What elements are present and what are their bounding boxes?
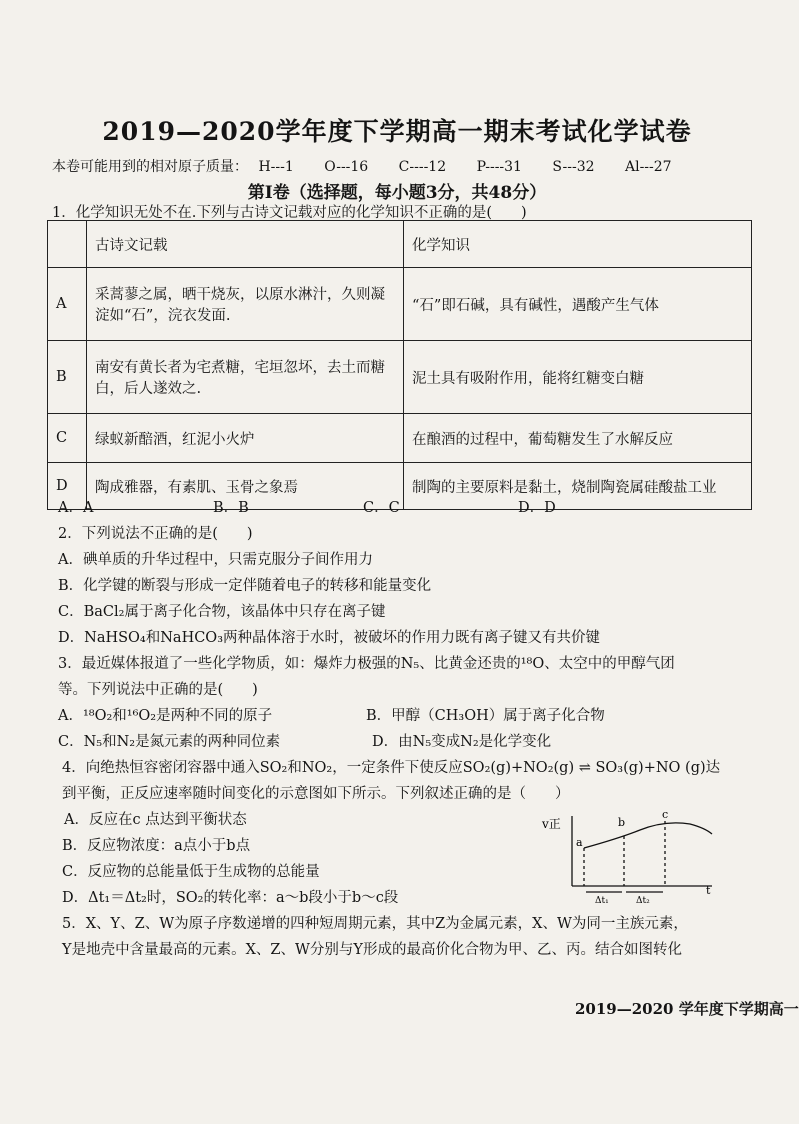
q2-option-a: A．碘单质的升华过程中，只需克服分子间作用力	[58, 552, 373, 568]
q4-option-c: C．反应物的总能量低于生成物的总能量	[62, 864, 320, 880]
mass-item: P----31	[476, 159, 522, 175]
q2-option-d: D．NaHSO₄和NaHCO₃两种晶体溶于水时，被破坏的作用力既有离子键又有共价键	[58, 630, 601, 646]
table-header-row	[48, 221, 752, 268]
q4-option-a: A．反应在c 点达到平衡状态	[64, 812, 247, 828]
q4-option-d: D．Δt₁＝Δt₂时，SO₂的转化率：a～b段小于b～c段	[62, 890, 399, 906]
row-label: B	[48, 341, 87, 414]
q4-stem-line2: 到平衡，正反应速率随时间变化的示意图如下所示。下列叙述正确的是（ ）	[62, 786, 570, 802]
row-label: C	[48, 414, 87, 463]
masses-intro: 本卷可能用到的相对原子质量：	[52, 159, 248, 175]
option-a: A．A	[58, 500, 94, 516]
y-axis-label: v正	[542, 817, 561, 831]
poem-cell: 绿蚁新醅酒，红泥小火炉	[87, 414, 404, 463]
q3-option-a: A．¹⁸O₂和¹⁶O₂是两种不同的原子	[58, 708, 273, 724]
q3-stem-line1: 3．最近媒体报道了一些化学物质，如：爆炸力极强的N₅、比黄金还贵的¹⁸O、太空中的甲醇气团	[58, 656, 675, 672]
rate-curve	[584, 823, 712, 848]
table-header: 古诗文记载	[87, 221, 404, 268]
q2-option-c: C．BaCl₂属于离子化合物，该晶体中只存在离子键	[58, 604, 386, 620]
table-row	[48, 341, 752, 414]
option-c: C．C	[363, 500, 400, 516]
q3-option-b: B．甲醇（CH₃OH）属于离子化合物	[366, 708, 605, 724]
q5-line1: 5．X、Y、Z、W为原子序数递增的四种短周期元素，其中Z为金属元素，X、W为同一主族元素，	[62, 916, 688, 932]
knowledge-cell: 在酿酒的过程中，葡萄糖发生了水解反应	[404, 414, 752, 463]
atomic-masses	[52, 156, 772, 176]
section-heading: 第Ⅰ卷（选择题，每小题3分，共48分）	[247, 183, 547, 203]
exam-title: 2019—2020学年度下学期高一期末考试化学试卷	[102, 117, 692, 146]
page-footer: 2019—2020 学年度下学期高一	[575, 1000, 799, 1018]
q1-table	[47, 220, 752, 510]
row-label: A	[48, 268, 87, 341]
mass-item: O---16	[324, 159, 369, 175]
rate-time-graph	[540, 808, 720, 906]
q4-stem-line1: 4．向绝热恒容密闭容器中通入SO₂和NO₂，一定条件下使反应SO₂(g)+NO₂(g) ⇌ SO₃(g)+NO (g)达	[62, 760, 721, 776]
q3-option-c: C．N₅和N₂是氮元素的两种同位素	[58, 734, 281, 750]
q1-stem: 1．化学知识无处不在.下列与古诗文记载对应的化学知识不正确的是( )	[52, 205, 527, 221]
poem-cell: 陶成雅器，有素肌、玉骨之象焉	[87, 463, 404, 510]
q3-stem-line2: 等。下列说法中正确的是( )	[58, 682, 258, 698]
interval-label: Δt₁	[595, 896, 609, 906]
x-axis-label: t	[706, 884, 711, 897]
mass-item: S---32	[552, 159, 595, 175]
point-label: a	[576, 836, 583, 849]
table-row	[48, 268, 752, 341]
interval-label: Δt₂	[636, 896, 650, 906]
q2-option-b: B．化学键的断裂与形成一定伴随着电子的转移和能量变化	[58, 578, 432, 594]
table-row	[48, 414, 752, 463]
q4-option-b: B．反应物浓度：a点小于b点	[62, 838, 251, 854]
table-cell	[48, 221, 87, 268]
point-label: b	[618, 816, 626, 829]
row-label: D	[48, 463, 87, 510]
q3-option-d: D．由N₅变成N₂是化学变化	[372, 734, 552, 750]
table-header: 化学知识	[404, 221, 752, 268]
mass-item: H---1	[258, 159, 294, 175]
option-b: B．B	[213, 500, 249, 516]
mass-item: Al---27	[624, 159, 672, 175]
mass-item: C----12	[398, 159, 447, 175]
q5-line2: Y是地壳中含量最高的元素。X、Z、W分别与Y形成的最高价化合物为甲、乙、丙。结合如图转化	[62, 942, 682, 958]
poem-cell: 采蒿蓼之属，晒干烧灰，以原水淋汁，久则凝淀如“石”，浣衣发面.	[87, 268, 404, 341]
knowledge-cell: “石”即石碱，具有碱性，遇酸产生气体	[404, 268, 752, 341]
option-d: D．D	[518, 500, 556, 516]
poem-cell: 南安有黄长者为宅煮糖，宅垣忽坏，去土而糖白，后人遂效之.	[87, 341, 404, 414]
point-label: c	[662, 808, 669, 821]
knowledge-cell: 制陶的主要原料是黏土，烧制陶瓷属硅酸盐工业	[404, 463, 752, 510]
q2-stem: 2．下列说法不正确的是( )	[58, 526, 253, 542]
knowledge-cell: 泥土具有吸附作用，能将红糖变白糖	[404, 341, 752, 414]
